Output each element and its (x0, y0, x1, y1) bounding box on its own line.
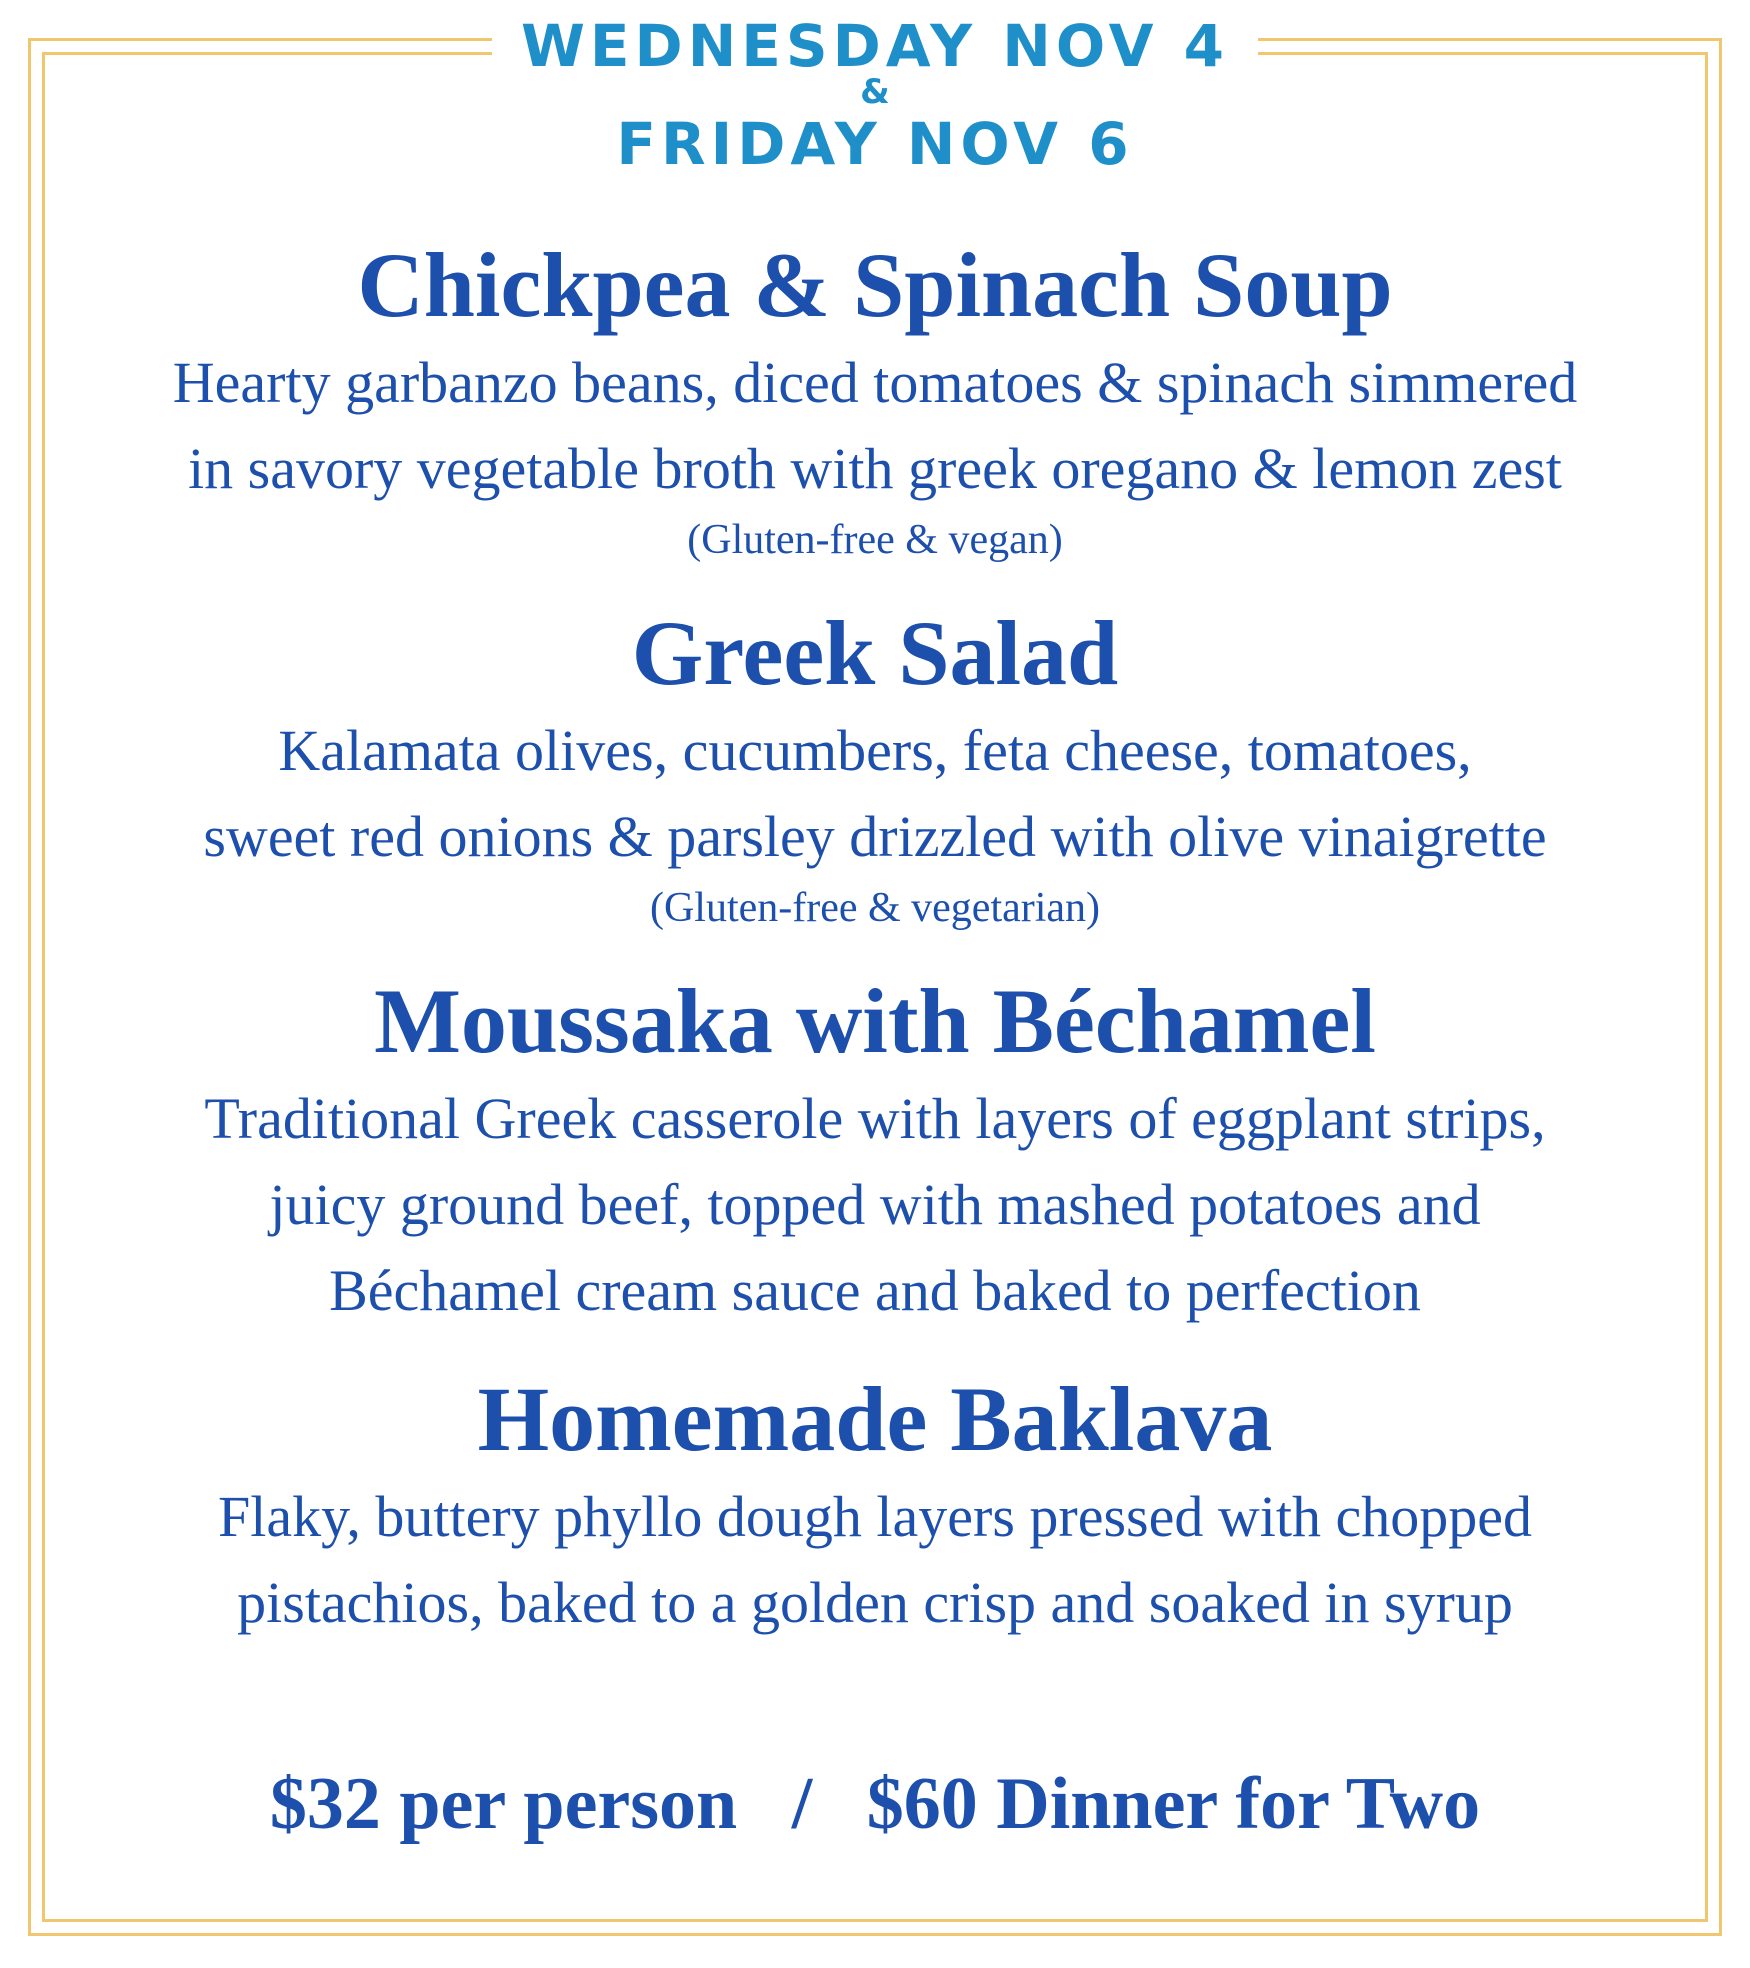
price-dinner-for-two: $60 Dinner for Two (866, 1763, 1481, 1845)
date-ampersand: & (860, 72, 890, 112)
menu-item-salad (60, 598, 1690, 936)
item-title: Chickpea & Spinach Soup (357, 234, 1393, 336)
item-description-line: in savory vegetable broth with greek oregano & lemon zest (188, 436, 1562, 501)
item-dietary-note: (Gluten-free & vegetarian) (649, 885, 1101, 931)
pricing-line (0, 1762, 1750, 1847)
item-description-line: sweet red onions & parsley drizzled with olive vinaigrette (203, 804, 1547, 869)
menu-item-soup (60, 230, 1690, 568)
menu-item-baklava (60, 1364, 1690, 1646)
item-description-line: Béchamel cream sauce and baked to perfection (329, 1258, 1421, 1323)
item-description-line: Flaky, buttery phyllo dough layers pressed with chopped (218, 1484, 1532, 1549)
price-separator: / (791, 1763, 813, 1845)
menu-body (60, 230, 1690, 1676)
item-description-line: Hearty garbanzo beans, diced tomatoes & spinach simmered (172, 350, 1578, 415)
item-description-line: juicy ground beef, topped with mashed potatoes and (269, 1172, 1481, 1237)
item-title: Greek Salad (631, 602, 1119, 704)
price-per-person: $32 per person (269, 1763, 738, 1845)
item-description-line: Traditional Greek casserole with layers of eggplant strips, (204, 1086, 1546, 1151)
date-line-2: FRIDAY NOV 6 (616, 110, 1134, 178)
item-title: Moussaka with Béchamel (374, 970, 1376, 1072)
date-line-1: WEDNESDAY NOV 4 (520, 12, 1230, 80)
item-description-line: pistachios, baked to a golden crisp and soaked in syrup (237, 1570, 1513, 1635)
item-title: Homemade Baklava (477, 1368, 1273, 1470)
item-description-line: Kalamata olives, cucumbers, feta cheese, tomatoes, (278, 718, 1472, 783)
item-dietary-note: (Gluten-free & vegan) (687, 517, 1063, 563)
menu-item-moussaka (60, 966, 1690, 1334)
